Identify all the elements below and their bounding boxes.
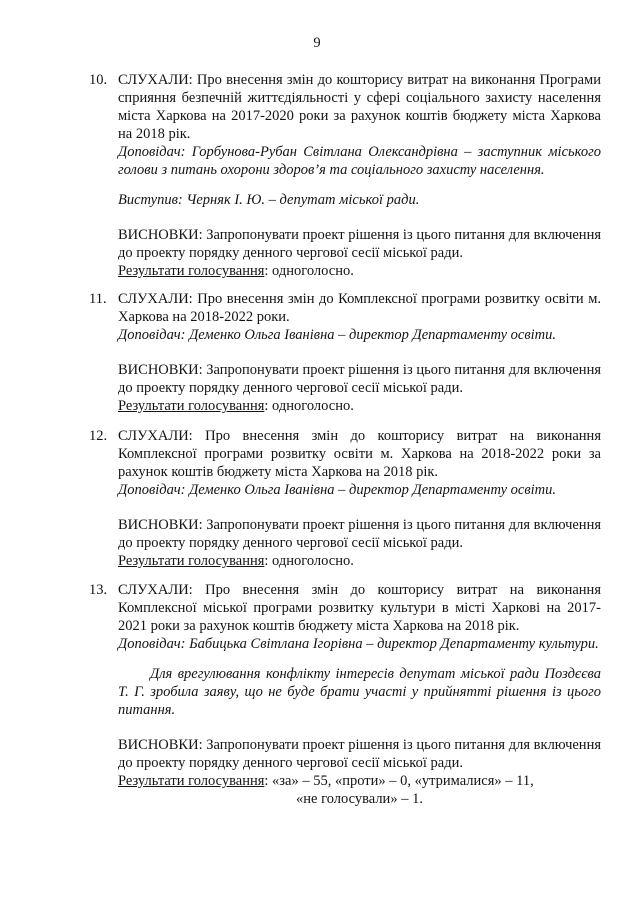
item-body [118, 427, 601, 570]
item-number: 13. [89, 582, 108, 598]
heard-text: СЛУХАЛИ: Про внесення змін до кошторису витрат на виконання Комплексної міської програми розвитку культури в місті Харкові на 2017-2021 роки за рахунок коштів бюджету міста Харкова на 2018 рік. [118, 582, 601, 634]
item-number: 12. [89, 428, 108, 444]
vote-results [118, 397, 601, 415]
heard-text: СЛУХАЛИ: Про внесення змін до Комплексної програми розвитку освіти м. Харкова на 2018-2022 роки. [118, 291, 601, 325]
speaker-text: Доповідач: Деменко Ольга Іванівна – директор Департаменту освіти. [118, 482, 556, 498]
page-number: 9 [313, 35, 321, 51]
vote-results-label: Результати голосування [118, 773, 265, 789]
conclusions-text: ВИСНОВКИ: Запропонувати проект рішення із цього питання для включення до проекту порядку денного чергової сесії міської ради. [118, 517, 601, 551]
heard-text: СЛУХАЛИ: Про внесення змін до кошторису витрат на виконання Програми сприяння безпечній життєдіяльності у сфері соціального захисту населення міста Харкова на 2017-2020 роки за рахунок коштів бюджету міста Харкова на 2018 рік. [118, 72, 601, 142]
vote-results [118, 262, 601, 280]
item-body [118, 290, 601, 415]
item-body [118, 581, 601, 808]
vote-results-label: Результати голосування [118, 553, 265, 569]
speaker-text: Доповідач: Горбунова-Рубан Світлана Олександрівна – заступник міського голови з питань охорони здоров’я та соціального захисту населення. [118, 144, 601, 178]
vote-results-continued: «не голосували» – 1. [296, 791, 423, 807]
item-number: 10. [89, 72, 108, 88]
vote-results-label: Результати голосування [118, 398, 265, 414]
vote-results-value: : одноголосно. [264, 398, 354, 414]
conclusions-text: ВИСНОВКИ: Запропонувати проект рішення із цього питання для включення до проекту порядку денного чергової сесії міської ради. [118, 227, 601, 261]
heard-text: СЛУХАЛИ: Про внесення змін до кошторису витрат на виконання Комплексної програми розвитку освіти м. Харкова на 2018-2022 роки за рахунок коштів бюджету міста Харкова на 2018 рік. [118, 428, 601, 480]
speaker-text: Доповідач: Деменко Ольга Іванівна – директор Департаменту освіти. [118, 327, 556, 343]
vote-results-value: : одноголосно. [264, 263, 354, 279]
speaker-text: Доповідач: Бабицька Світлана Ігорівна – директор Департаменту культури. [118, 636, 599, 652]
vote-results-value: : одноголосно. [264, 553, 354, 569]
speech-text: Виступив: Черняк І. Ю. – депутат міської ради. [118, 192, 420, 208]
vote-results-label: Результати голосування [118, 263, 265, 279]
conclusions-text: ВИСНОВКИ: Запропонувати проект рішення із цього питання для включення до проекту порядку денного чергової сесії міської ради. [118, 362, 601, 396]
vote-results-value: : «за» – 55, «проти» – 0, «утрималися» – 11, [264, 773, 534, 789]
conclusions-text: ВИСНОВКИ: Запропонувати проект рішення із цього питання для включення до проекту порядку денного чергової сесії міської ради. [118, 737, 601, 771]
item-body [118, 71, 601, 280]
vote-results [118, 552, 601, 570]
vote-results [118, 772, 601, 790]
item-number: 11. [89, 291, 107, 307]
conflict-note: Для врегулювання конфлікту інтересів депутат міської ради Поздєєва Т. Г. зробила заяву, що не буде брати участі у прийнятті рішення із цього питання. [118, 666, 601, 718]
